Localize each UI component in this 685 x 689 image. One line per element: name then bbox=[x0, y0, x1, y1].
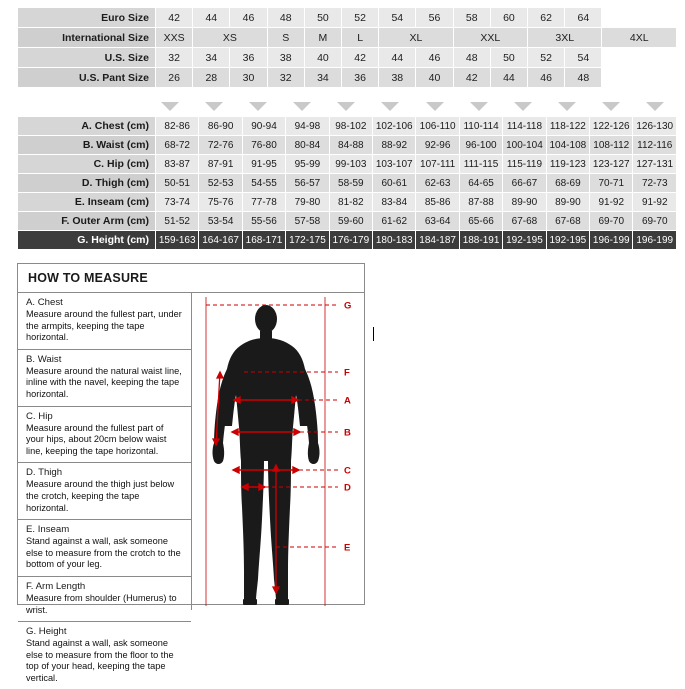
figure-svg bbox=[192, 293, 364, 610]
table-row bbox=[18, 212, 677, 231]
cell: 48 bbox=[565, 68, 602, 88]
cell: 196-199 bbox=[590, 231, 633, 250]
cell: 192-195 bbox=[546, 231, 589, 250]
cell: 95-99 bbox=[286, 155, 329, 174]
cell: 91-92 bbox=[590, 193, 633, 212]
cell: 40 bbox=[304, 48, 341, 68]
size-table bbox=[17, 7, 677, 88]
cell: 58-59 bbox=[329, 174, 372, 193]
cell: 82-86 bbox=[156, 117, 199, 136]
cell: 70-71 bbox=[590, 174, 633, 193]
cell: 68-69 bbox=[546, 174, 589, 193]
cell: 44 bbox=[379, 48, 416, 68]
instruction-text: Measure from shoulder (Humerus) to wrist. bbox=[26, 592, 177, 615]
cell: 36 bbox=[230, 48, 267, 68]
cell: 92-96 bbox=[416, 136, 459, 155]
cell: 40 bbox=[416, 68, 453, 88]
cell: 61-62 bbox=[373, 212, 416, 231]
instruction-label: B. Waist bbox=[26, 353, 62, 365]
cell: 69-70 bbox=[590, 212, 633, 231]
cell: 38 bbox=[379, 68, 416, 88]
cell: 180-183 bbox=[373, 231, 416, 250]
instruction-label: D. Thigh bbox=[26, 467, 63, 479]
cell: 73-74 bbox=[156, 193, 199, 212]
cell: 83-87 bbox=[156, 155, 199, 174]
instruction-label: F. Arm Length bbox=[26, 580, 86, 592]
body-diagram bbox=[192, 293, 364, 610]
cell: 110-114 bbox=[459, 117, 502, 136]
table-row bbox=[18, 136, 677, 155]
cell: 46 bbox=[230, 8, 267, 28]
cell: 30 bbox=[230, 68, 267, 88]
measurement-table bbox=[17, 116, 677, 250]
cell: 48 bbox=[453, 48, 490, 68]
chevron-down-icon bbox=[205, 102, 223, 111]
instruction-chest bbox=[18, 293, 191, 350]
cell: 87-91 bbox=[199, 155, 242, 174]
cell: 108-112 bbox=[590, 136, 633, 155]
cell: 48 bbox=[267, 8, 304, 28]
row-label-us-size: U.S. Size bbox=[18, 48, 156, 68]
cell: 62 bbox=[528, 8, 565, 28]
cell: 168-171 bbox=[242, 231, 285, 250]
cell: 172-175 bbox=[286, 231, 329, 250]
arrow-separator-row bbox=[17, 95, 677, 117]
chevron-down-icon bbox=[381, 102, 399, 111]
table-row bbox=[18, 68, 677, 88]
cell: 68-72 bbox=[156, 136, 199, 155]
cell: 98-102 bbox=[329, 117, 372, 136]
cell: 50 bbox=[304, 8, 341, 28]
cell: 81-82 bbox=[329, 193, 372, 212]
chevron-down-icon bbox=[646, 102, 664, 111]
callout-g: G bbox=[344, 300, 352, 312]
callout-c: C bbox=[344, 465, 351, 477]
cell: 96-100 bbox=[459, 136, 502, 155]
callout-e: E bbox=[344, 542, 351, 554]
cell: 4XL bbox=[602, 28, 677, 48]
instruction-label: A. Chest bbox=[26, 297, 63, 308]
cell: 89-90 bbox=[546, 193, 589, 212]
cell: 77-78 bbox=[242, 193, 285, 212]
cell: 88-92 bbox=[373, 136, 416, 155]
cell: 87-88 bbox=[459, 193, 502, 212]
cell: 103-107 bbox=[373, 155, 416, 174]
instruction-inseam bbox=[18, 520, 191, 577]
text-cursor bbox=[373, 327, 374, 341]
instruction-text: Measure around the fullest part, under the armpits, keeping the tape horizontal. bbox=[26, 309, 182, 343]
cell: 106-110 bbox=[416, 117, 459, 136]
cell: 34 bbox=[304, 68, 341, 88]
cell: 69-70 bbox=[633, 212, 677, 231]
chevron-down-icon bbox=[293, 102, 311, 111]
cell: 184-187 bbox=[416, 231, 459, 250]
table-row bbox=[18, 117, 677, 136]
cell: 84-88 bbox=[329, 136, 372, 155]
cell: 159-163 bbox=[156, 231, 199, 250]
cell: 60 bbox=[490, 8, 527, 28]
instruction-thigh bbox=[18, 463, 191, 520]
row-label-us-pant-size: U.S. Pant Size bbox=[18, 68, 156, 88]
cell: XXS bbox=[156, 28, 193, 48]
instruction-hip bbox=[18, 407, 191, 464]
instruction-text: Measure around the thigh just below the crotch, keeping the tape horizontal. bbox=[26, 479, 175, 513]
chevron-down-icon bbox=[249, 102, 267, 111]
cell: 44 bbox=[490, 68, 527, 88]
cell: 188-191 bbox=[459, 231, 502, 250]
cell: 36 bbox=[342, 68, 379, 88]
cell: 176-179 bbox=[329, 231, 372, 250]
instruction-text: Stand against a wall, ask someone else to measure from the crotch to the bottom of your leg. bbox=[26, 536, 181, 570]
cell: 85-86 bbox=[416, 193, 459, 212]
table-row bbox=[18, 8, 677, 28]
cell: 60-61 bbox=[373, 174, 416, 193]
cell: 164-167 bbox=[199, 231, 242, 250]
row-label-chest: A. Chest (cm) bbox=[18, 117, 156, 136]
cell: 107-111 bbox=[416, 155, 459, 174]
cell: 196-199 bbox=[633, 231, 677, 250]
cell: 51-52 bbox=[156, 212, 199, 231]
row-label-international-size: International Size bbox=[18, 28, 156, 48]
cell: 63-64 bbox=[416, 212, 459, 231]
cell: 119-123 bbox=[546, 155, 589, 174]
cell: 32 bbox=[156, 48, 193, 68]
cell: 52-53 bbox=[199, 174, 242, 193]
table-row bbox=[18, 28, 677, 48]
cell: 52 bbox=[528, 48, 565, 68]
cell: 38 bbox=[267, 48, 304, 68]
cell: 3XL bbox=[528, 28, 602, 48]
instruction-arm-length bbox=[18, 577, 191, 622]
cell: 102-106 bbox=[373, 117, 416, 136]
cell: XXL bbox=[453, 28, 527, 48]
table-row bbox=[18, 155, 677, 174]
table-row bbox=[18, 174, 677, 193]
cell: 58 bbox=[453, 8, 490, 28]
cell: 72-73 bbox=[633, 174, 677, 193]
chevron-down-icon bbox=[426, 102, 444, 111]
cell: 55-56 bbox=[242, 212, 285, 231]
cell: 67-68 bbox=[546, 212, 589, 231]
cell: 76-80 bbox=[242, 136, 285, 155]
instruction-text: Measure around the fullest part of your hips, about 20cm below waist line, keeping the tape horizontal. bbox=[26, 422, 167, 456]
table-row bbox=[18, 193, 677, 212]
cell: 50-51 bbox=[156, 174, 199, 193]
cell: S bbox=[267, 28, 304, 48]
cell: 46 bbox=[416, 48, 453, 68]
cell: 90-94 bbox=[242, 117, 285, 136]
cell: 75-76 bbox=[199, 193, 242, 212]
cell: 56-57 bbox=[286, 174, 329, 193]
chevron-down-icon bbox=[514, 102, 532, 111]
cell: 28 bbox=[193, 68, 230, 88]
instruction-text: Stand against a wall, ask someone else to measure from the floor to the top of your head, keeping the tape vertical. bbox=[26, 638, 174, 683]
cell: 54 bbox=[379, 8, 416, 28]
cell: 42 bbox=[156, 8, 193, 28]
cell: 66-67 bbox=[503, 174, 546, 193]
callout-b: B bbox=[344, 427, 351, 439]
chevron-down-icon bbox=[558, 102, 576, 111]
row-label-waist: B. Waist (cm) bbox=[18, 136, 156, 155]
instruction-label: E. Inseam bbox=[26, 524, 70, 536]
cell: 42 bbox=[342, 48, 379, 68]
row-label-height: G. Height (cm) bbox=[18, 231, 156, 250]
chevron-down-icon bbox=[161, 102, 179, 111]
cell: 112-116 bbox=[633, 136, 677, 155]
cell: 127-131 bbox=[633, 155, 677, 174]
cell: 53-54 bbox=[199, 212, 242, 231]
cell: 114-118 bbox=[503, 117, 546, 136]
callout-a: A bbox=[344, 395, 351, 407]
callout-f: F bbox=[344, 367, 350, 379]
cell: 64-65 bbox=[459, 174, 502, 193]
instruction-label: C. Hip bbox=[26, 410, 53, 422]
cell: 57-58 bbox=[286, 212, 329, 231]
cell: XS bbox=[193, 28, 267, 48]
table-row bbox=[18, 48, 677, 68]
cell: 192-195 bbox=[503, 231, 546, 250]
cell: 65-66 bbox=[459, 212, 502, 231]
row-label-euro-size: Euro Size bbox=[18, 8, 156, 28]
instruction-height bbox=[18, 622, 191, 689]
cell: 99-103 bbox=[329, 155, 372, 174]
panel-title: HOW TO MEASURE bbox=[18, 264, 364, 293]
cell: 59-60 bbox=[329, 212, 372, 231]
chevron-down-icon bbox=[470, 102, 488, 111]
cell: 91-92 bbox=[633, 193, 677, 212]
instruction-waist bbox=[18, 350, 191, 407]
cell: 123-127 bbox=[590, 155, 633, 174]
cell: 118-122 bbox=[546, 117, 589, 136]
row-label-outer-arm: F. Outer Arm (cm) bbox=[18, 212, 156, 231]
cell: 54 bbox=[565, 48, 602, 68]
cell: 72-76 bbox=[199, 136, 242, 155]
cell: 115-119 bbox=[503, 155, 546, 174]
table-row bbox=[18, 231, 677, 250]
row-label-thigh: D. Thigh (cm) bbox=[18, 174, 156, 193]
cell: 94-98 bbox=[286, 117, 329, 136]
cell: 100-104 bbox=[503, 136, 546, 155]
cell: 56 bbox=[416, 8, 453, 28]
row-label-hip: C. Hip (cm) bbox=[18, 155, 156, 174]
cell: 54-55 bbox=[242, 174, 285, 193]
male-silhouette-icon bbox=[213, 305, 320, 605]
cell: 80-84 bbox=[286, 136, 329, 155]
how-to-measure-panel bbox=[17, 263, 365, 683]
chevron-down-icon bbox=[337, 102, 355, 111]
cell: 52 bbox=[342, 8, 379, 28]
callout-d: D bbox=[344, 482, 351, 494]
cell: 104-108 bbox=[546, 136, 589, 155]
chevron-down-icon bbox=[602, 102, 620, 111]
cell: 34 bbox=[193, 48, 230, 68]
cell: 126-130 bbox=[633, 117, 677, 136]
cell: 91-95 bbox=[242, 155, 285, 174]
cell: XL bbox=[379, 28, 453, 48]
cell: 89-90 bbox=[503, 193, 546, 212]
cell: 62-63 bbox=[416, 174, 459, 193]
cell: 83-84 bbox=[373, 193, 416, 212]
cell: 67-68 bbox=[503, 212, 546, 231]
cell: 79-80 bbox=[286, 193, 329, 212]
cell: 32 bbox=[267, 68, 304, 88]
cell: 50 bbox=[490, 48, 527, 68]
cell: 122-126 bbox=[590, 117, 633, 136]
cell: 111-115 bbox=[459, 155, 502, 174]
cell: M bbox=[304, 28, 341, 48]
instruction-text: Measure around the natural waist line, inline with the navel, keeping the tape horizontal. bbox=[26, 365, 182, 399]
cell: 46 bbox=[528, 68, 565, 88]
cell: 44 bbox=[193, 8, 230, 28]
instruction-list bbox=[18, 293, 192, 683]
row-label-inseam: E. Inseam (cm) bbox=[18, 193, 156, 212]
cell: 64 bbox=[565, 8, 602, 28]
cell: L bbox=[342, 28, 379, 48]
cell: 86-90 bbox=[199, 117, 242, 136]
cell: 26 bbox=[156, 68, 193, 88]
instruction-label: G. Height bbox=[26, 626, 67, 638]
cell: 42 bbox=[453, 68, 490, 88]
